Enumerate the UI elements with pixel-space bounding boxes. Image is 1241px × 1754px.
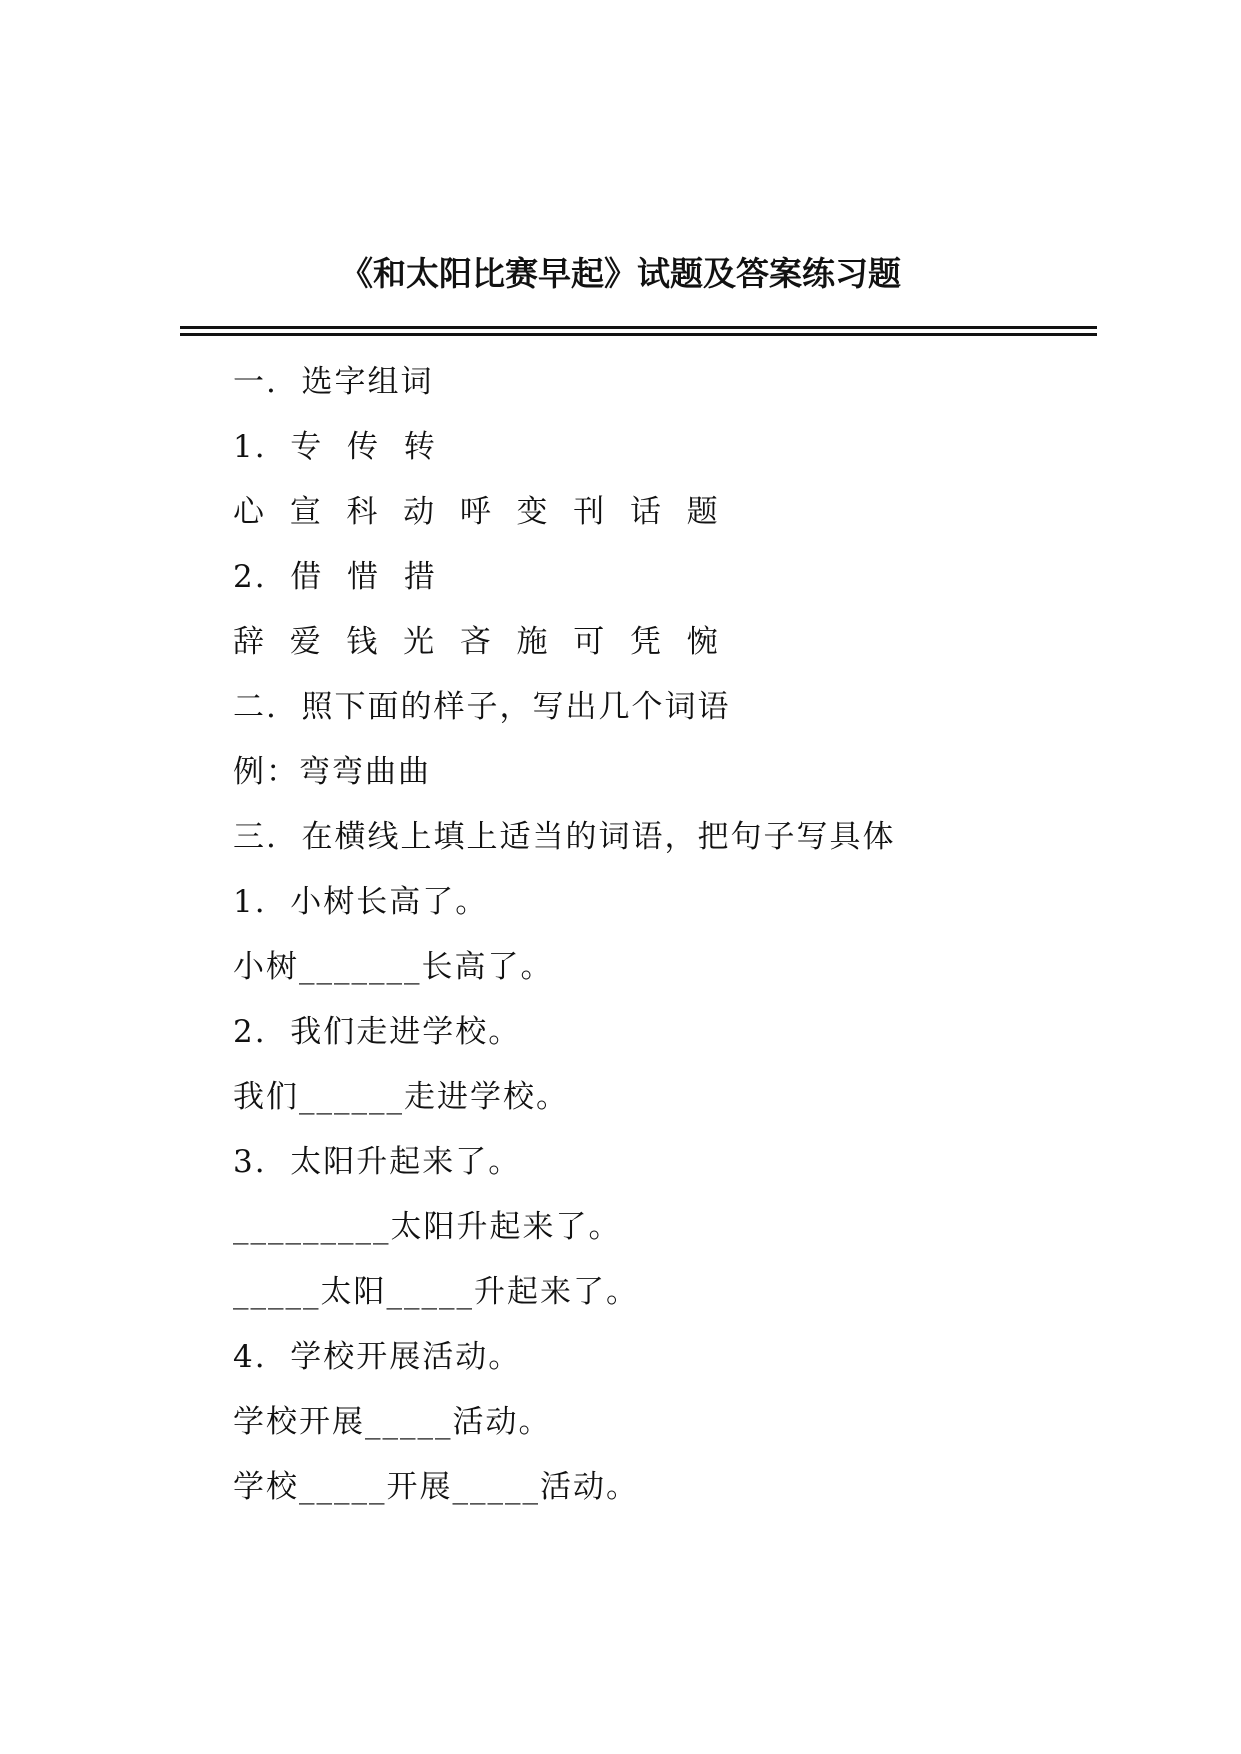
example-line: 例：弯弯曲曲	[233, 754, 431, 790]
sentence-1-blank: 小树_______长高了。	[233, 949, 554, 985]
section-heading-3: 三. 在横线上填上适当的词语，把句子写具体	[233, 819, 896, 855]
page-title: 《和太阳比赛早起》试题及答案练习题	[340, 254, 901, 293]
title-divider-top	[180, 326, 1097, 329]
sentence-2-blank: 我们______走进学校。	[233, 1079, 569, 1115]
sentence-3-blank-b: _____太阳_____升起来了。	[233, 1274, 639, 1310]
sentence-2: 2. 我们走进学校。	[233, 1014, 522, 1050]
sentence-4-blank-a: 学校开展_____活动。	[233, 1404, 552, 1440]
sentence-3: 3. 太阳升起来了。	[233, 1144, 522, 1180]
section-heading-2: 二. 照下面的样子，写出几个词语	[233, 689, 731, 725]
question-2-characters: 辞 爱 钱 光 吝 施 可 凭 惋	[233, 624, 720, 660]
exercise-body	[233, 352, 1093, 1522]
sentence-4: 4. 学校开展活动。	[233, 1339, 522, 1375]
sentence-3-blank-a: _________太阳升起来了。	[233, 1209, 622, 1245]
section-heading-1: 一. 选字组词	[233, 364, 434, 400]
question-2-options: 2. 借 惜 措	[233, 559, 437, 595]
title-divider-bottom	[180, 333, 1097, 336]
question-1-characters: 心 宣 科 动 呼 变 刊 话 题	[233, 494, 720, 530]
question-1-options: 1. 专 传 转	[233, 429, 437, 465]
sentence-1: 1. 小树长高了。	[233, 884, 489, 920]
sentence-4-blank-b: 学校_____开展_____活动。	[233, 1469, 639, 1505]
